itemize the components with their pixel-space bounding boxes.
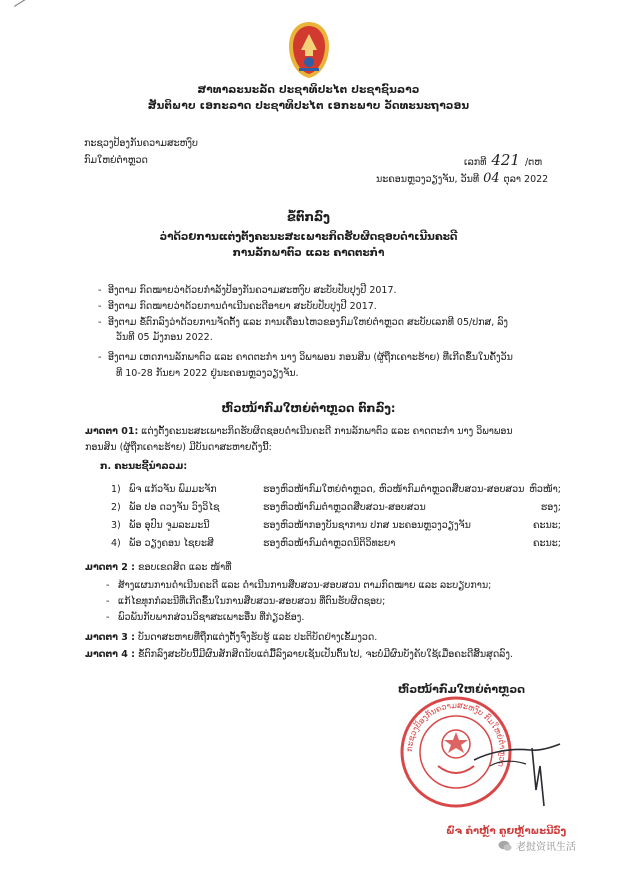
watermark-text: 老挝资讯生活 <box>516 842 576 853</box>
date-prefix: ນະຄອນຫຼວງວຽງຈັນ, ວັນທີ <box>376 174 480 185</box>
member-row <box>111 538 561 552</box>
reference-text: ອີງຕາມ ກົດໝາຍວ່າດ້ວຍກຳລັງປ້ອງກັນຄວາມສະຫງົບ ສະບັບປັບປຸງປີ 2017. <box>108 285 397 296</box>
reference-text: ອີງຕາມ ເຫດການລັກພາຕົວ ແລະ ຄາດຕະກຳ ນາງ ວິພາພອນ ກອນສິນ (ຜູ້ຖືກເຄາະຮ້າຍ) ທີ່ເກີດຂຶ້ນໃນຄັ້ງວັນ <box>108 352 513 363</box>
document-title: ຂໍ້ຕົກລົງ <box>287 210 330 224</box>
member-number: 4) <box>111 538 121 549</box>
article-1 <box>85 424 545 439</box>
ministry-name: ກະຊວງປ້ອງກັນຄວາມສະຫງົບ <box>84 138 198 149</box>
article-3 <box>85 632 377 643</box>
article-text: ແຕ່ງຕັ້ງຄະນະສະເພາະກິດຮັບຜິດຊອບດຳເນີນຄະດີ ການລັກພາຕົວ ແລະ ຄາດຕະກຳ ນາງ ວິພາພອນ <box>141 426 513 437</box>
article-label: ມາດຕາ 3 : <box>85 632 135 643</box>
member-row <box>111 502 561 516</box>
member-name: ພັອ ວຽງຄອນ ໄຊຍະສີ <box>129 538 214 549</box>
date-day: 04 <box>483 171 500 186</box>
article-text: ຂອບເຂດສິດ ແລະ ໜ້າທີ່ <box>138 562 232 573</box>
reference-item: - ອີງຕາມ ກົດໝາຍວ່າດ້ວຍກຳລັງປ້ອງກັນຄວາມສະຫງົບ ສະບັບປັບປຸງປີ 2017. <box>98 285 397 296</box>
member-name: ພັອ ປອ ດວງຈັນ ວົງວິໄຊ <box>129 502 220 513</box>
document-number-suffix: /ຕຫ <box>524 157 543 168</box>
reference-text: ອີງຕາມ ກົດໝາຍວ່າດ້ວຍການດຳເນີນຄະດີອາຍາ ສະບັບປັບປຸງປີ 2017. <box>108 301 377 312</box>
chat-bubble-icon <box>498 840 512 852</box>
member-position: ຮອງຫົວໜ້າກົມຕຳຫຼວດສືບສວນ-ສອບສວນ <box>263 502 426 513</box>
member-name: ພັອ ອຸປົນ ຈູມລະມະນີ <box>129 520 210 531</box>
document-subtitle-line1: ວ່າດ້ວຍການແຕ່ງຕັ້ງຄະນະສະເພາະກິດຮັບຜິດຊອບດຳເນີນຄະດີ <box>159 231 458 243</box>
handwritten-signature <box>470 730 565 810</box>
article-1-continuation: ກອນສິນ (ຜູ້ຖືກເຄາະຮ້າຍ) ມີບັນດາສະຫາຍດັ່ງນີ້: <box>85 442 272 453</box>
member-role: ຮອງ; <box>540 502 561 513</box>
document-subtitle-line2: ການລັກພາຕົວ ແລະ ຄາດຕະກຳ <box>232 247 385 259</box>
member-position: ຮອງຫົວໜ້າກົມຕຳຫຼວດນິຕິວິທະຍາ <box>263 538 396 549</box>
article-text: ຂໍ້ຕົກລົງສະບັບນີ້ມີຜົນສັກສິດນັບແຕ່ມື້ລົງລາຍເຊັນເປັນຕົ້ນໄປ, ຈະບໍ່ມີຜົນບັງຄັບໃຊ້ເມື່ອຄະດີສິ້ນສຸດລົງ. <box>138 649 513 660</box>
reference-continuation: ທີ 10-28 ກັນຍາ 2022 ຢູ່ນະຄອນຫຼວງວຽງຈັນ. <box>116 368 299 379</box>
document-number-label: ເລກທີ <box>464 157 487 168</box>
member-name: ພົຈ ແກ້ວຈັນ ພົມມະຈັກ <box>129 484 217 495</box>
duty-item: - ແກ້ໄຂທຸກກໍລະນີທີ່ເກີດຂຶ້ນໃນການສືບສວນ-ສອບສວນ ທີ່ຕົນຮັບຜິດຊອບ; <box>118 596 558 607</box>
member-number: 1) <box>111 484 121 495</box>
reference-item: - ອີງຕາມ ຂໍ້ຕົກລົງວ່າດ້ວຍການຈັດຕັ້ງ ແລະ ການເຄື່ອນໄຫວຂອງກົມໃຫຍ່ຕຳຫຼວດ ສະບັບເລກທີ 05/ປກສ, ລົງ <box>98 317 509 328</box>
member-number: 3) <box>111 520 121 531</box>
member-role: ຄະນະ; <box>532 520 561 531</box>
reference-text: ອີງຕາມ ຂໍ້ຕົກລົງວ່າດ້ວຍການຈັດຕັ້ງ ແລະ ການເຄື່ອນໄຫວຂອງກົມໃຫຍ່ຕຳຫຼວດ ສະບັບເລກທີ 05/ປກສ, ລົງ <box>108 317 509 328</box>
member-position: ຮອງຫົວໜ້າກອງບັນຊາການ ປກສ ນະຄອນຫຼວງວຽງຈັນ <box>263 520 471 531</box>
reference-continuation: ວັນທີ 05 ມັງກອນ 2022. <box>116 332 213 343</box>
member-role: ຫົວໜ້າ; <box>529 484 561 495</box>
authority-heading: ຫົວໜ້າກົມໃຫຍ່ຕຳຫຼວດ ຕົກລົງ: <box>221 401 396 415</box>
document-number <box>464 151 542 169</box>
reference-item: - ອີງຕາມ ເຫດການລັກພາຕົວ ແລະ ຄາດຕະກຳ ນາງ ວິພາພອນ ກອນສິນ (ຜູ້ຖືກເຄາະຮ້າຍ) ທີ່ເກີດຂຶ້ນໃນຄັ້ງວັນ <box>98 352 513 363</box>
member-row <box>111 484 561 498</box>
member-position: ຮອງຫົວໜ້າກົມໃຫຍ່ຕຳຫຼວດ, ຫົວໜ້າກົມຕຳຫຼວດສືບສວນ-ສອບສວນ <box>263 484 525 495</box>
signatory-name: ພົຈ ຄຳຫຼ້າ ຄູຍຫຼ້າພະນີວົງ <box>446 826 567 837</box>
country-name: ສາທາລະນະລັດ ປະຊາທິປະໄຕ ປະຊາຊົນລາວ <box>197 84 420 96</box>
reference-item: - ອີງຕາມ ກົດໝາຍວ່າດ້ວຍການດຳເນີນຄະດີອາຍາ ສະບັບປັບປຸງປີ 2017. <box>98 301 377 312</box>
national-emblem-icon <box>287 20 331 80</box>
date-rest: ຕຸລາ 2022 <box>503 174 549 185</box>
member-row <box>111 520 561 534</box>
watermark <box>498 838 576 853</box>
article-label: ມາດຕາ 2 : <box>85 562 135 573</box>
duty-item: - ພົວພັນກັບພາກສ່ວນວິຊາສະເພາະອື່ນ ທີ່ກ່ຽວຂ້ອງ. <box>118 612 558 623</box>
article-label: ມາດຕາ 4 : <box>85 649 135 660</box>
article-2 <box>85 562 231 573</box>
department-name: ກົມໃຫຍ່ຕຳຫຼວດ <box>84 155 148 166</box>
pen-mark <box>14 0 48 22</box>
document-date <box>376 171 548 186</box>
national-motto: ສັນຕິພາບ ເອກະລາດ ປະຊາທິປະໄຕ ເອກະພາບ ວັດທະນະຖາວອນ <box>147 100 470 112</box>
signatory-title: ຫົວໜ້າກົມໃຫຍ່ຕຳຫຼວດ <box>398 683 526 696</box>
committee-subheading: ກ. ຄະນະຊີ້ນຳລວມ: <box>100 461 188 472</box>
member-number: 2) <box>111 502 121 513</box>
duty-item: - ສ້າງແຜນການດຳເນີນຄະດີ ແລະ ດຳເນີນການສືບສວນ-ສອບສວນ ຕາມກົດໝາຍ ແລະ ລະບຽບການ; <box>118 580 558 591</box>
document-number-value: 421 <box>491 151 520 169</box>
article-label: ມາດຕາ 01: <box>85 426 139 437</box>
article-4 <box>85 649 513 660</box>
member-role: ຄະນະ; <box>532 538 561 549</box>
article-text: ບັນດາສະຫາຍທີ່ຖືກແຕ່ງຕັ້ງຈົ່ງຮັບຮູ້ ແລະ ປະຕິບັດຢ່າງເຂັ້ມງວດ. <box>138 632 378 643</box>
stamp-text: ກະຊວງປ້ອງກັນຄວາມສະຫງົບ ກົມໃຫຍ່ຕຳຫຼວດ <box>404 700 508 769</box>
